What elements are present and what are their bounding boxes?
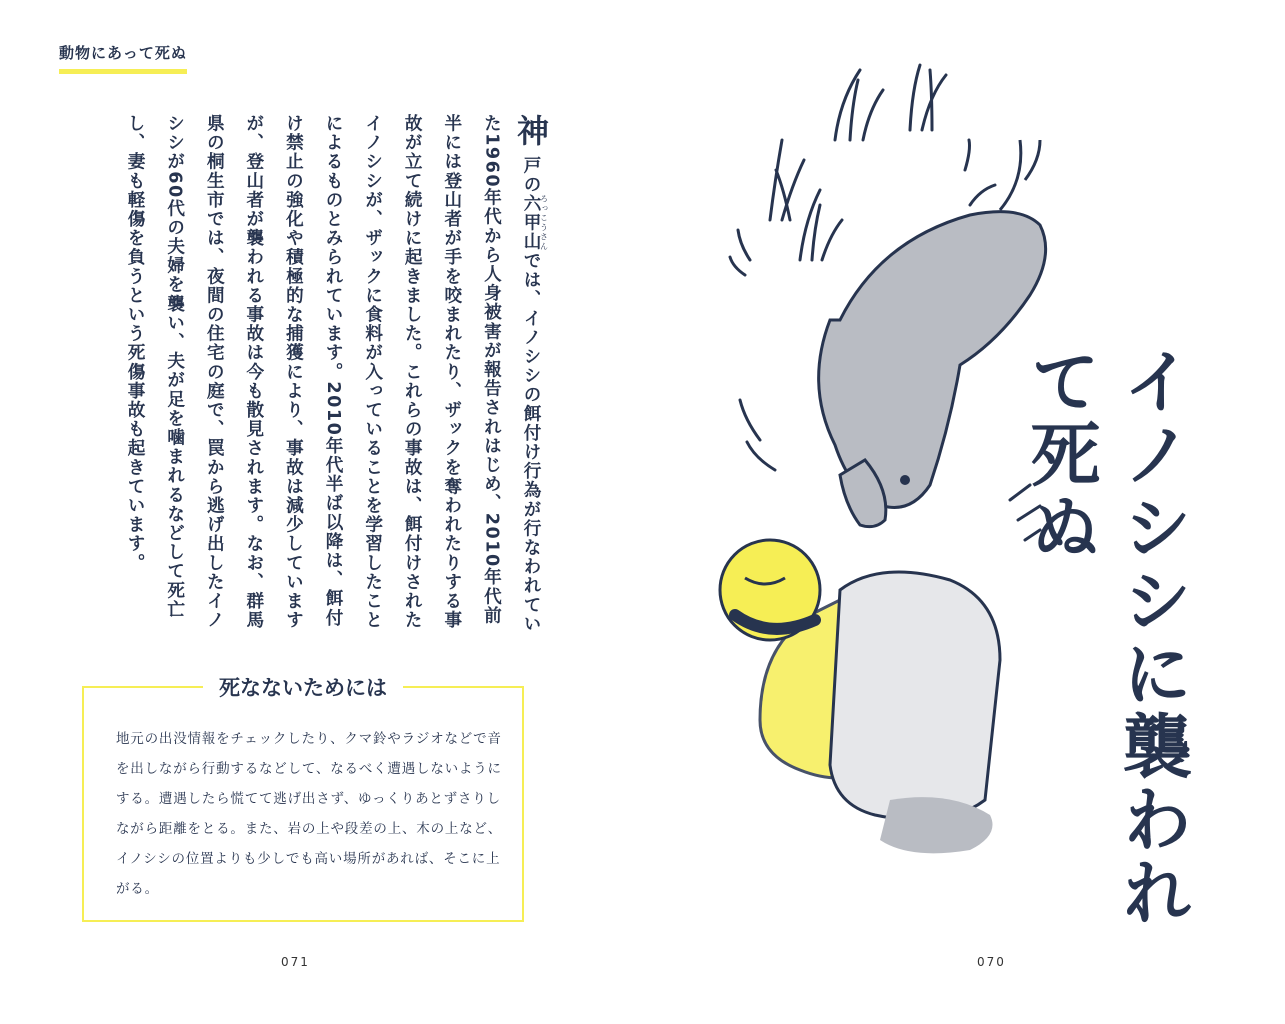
hiker-icon	[720, 540, 1000, 853]
left-page	[0, 0, 640, 1024]
boar-icon	[819, 140, 1046, 527]
page-number-left: 071	[281, 955, 310, 969]
tip-box	[82, 676, 524, 922]
body-text	[80, 114, 550, 644]
chapter-title: イノシシに襲われて死ぬ	[1019, 345, 1193, 929]
furigana-word	[521, 194, 549, 252]
tip-text: 地元の出没情報をチェックしたり、クマ鈴やラジオなどで音を出しながら行動するなどして、なるべく遭遇しないようにする。遭遇したら慌てて逃げ出さず、ゆっくりあとずさりしながら距離をとる。また、岩の上や段差の上、木の上など、イノシシの位置よりも少しでも高い場所があれば、そこに上がる。	[116, 731, 503, 897]
section-label: 動物にあって死ぬ	[59, 42, 187, 74]
dropcap: 神	[512, 114, 550, 156]
page-number-right: 070	[977, 955, 1006, 969]
body-part-1: 戸の	[521, 156, 541, 195]
furigana-reading: ろっこうさん	[539, 194, 549, 252]
boar-attack-illustration	[700, 30, 1060, 880]
furigana-base: 六甲山	[521, 194, 541, 252]
body-part-2: では、イノシシの餌付け行為が行なわれていた1960年代から人身被害が報告されはじめ、2010年代前半には登山者が手を咬まれたり、ザックを奪われたりする事故が立て続けに起きました。これらの事故は、餌付けされたイノシシが、ザックに食料が入っていることを学習したことによるものとみられています。2010年代半ば以降は、餌付け禁止の強化や積極的な捕獲により、事故は減少していますが、登山者が襲われる事故は今も散見されます。なお、群馬県の桐生市では、夜間の住宅の庭で、罠から逃げ出したイノシシが60代の夫婦を襲い、夫が足を噛まれるなどして死亡し、妻も軽傷を負うという死傷事故も起きています。	[125, 114, 541, 634]
tip-title: 死なないためには	[203, 672, 403, 702]
